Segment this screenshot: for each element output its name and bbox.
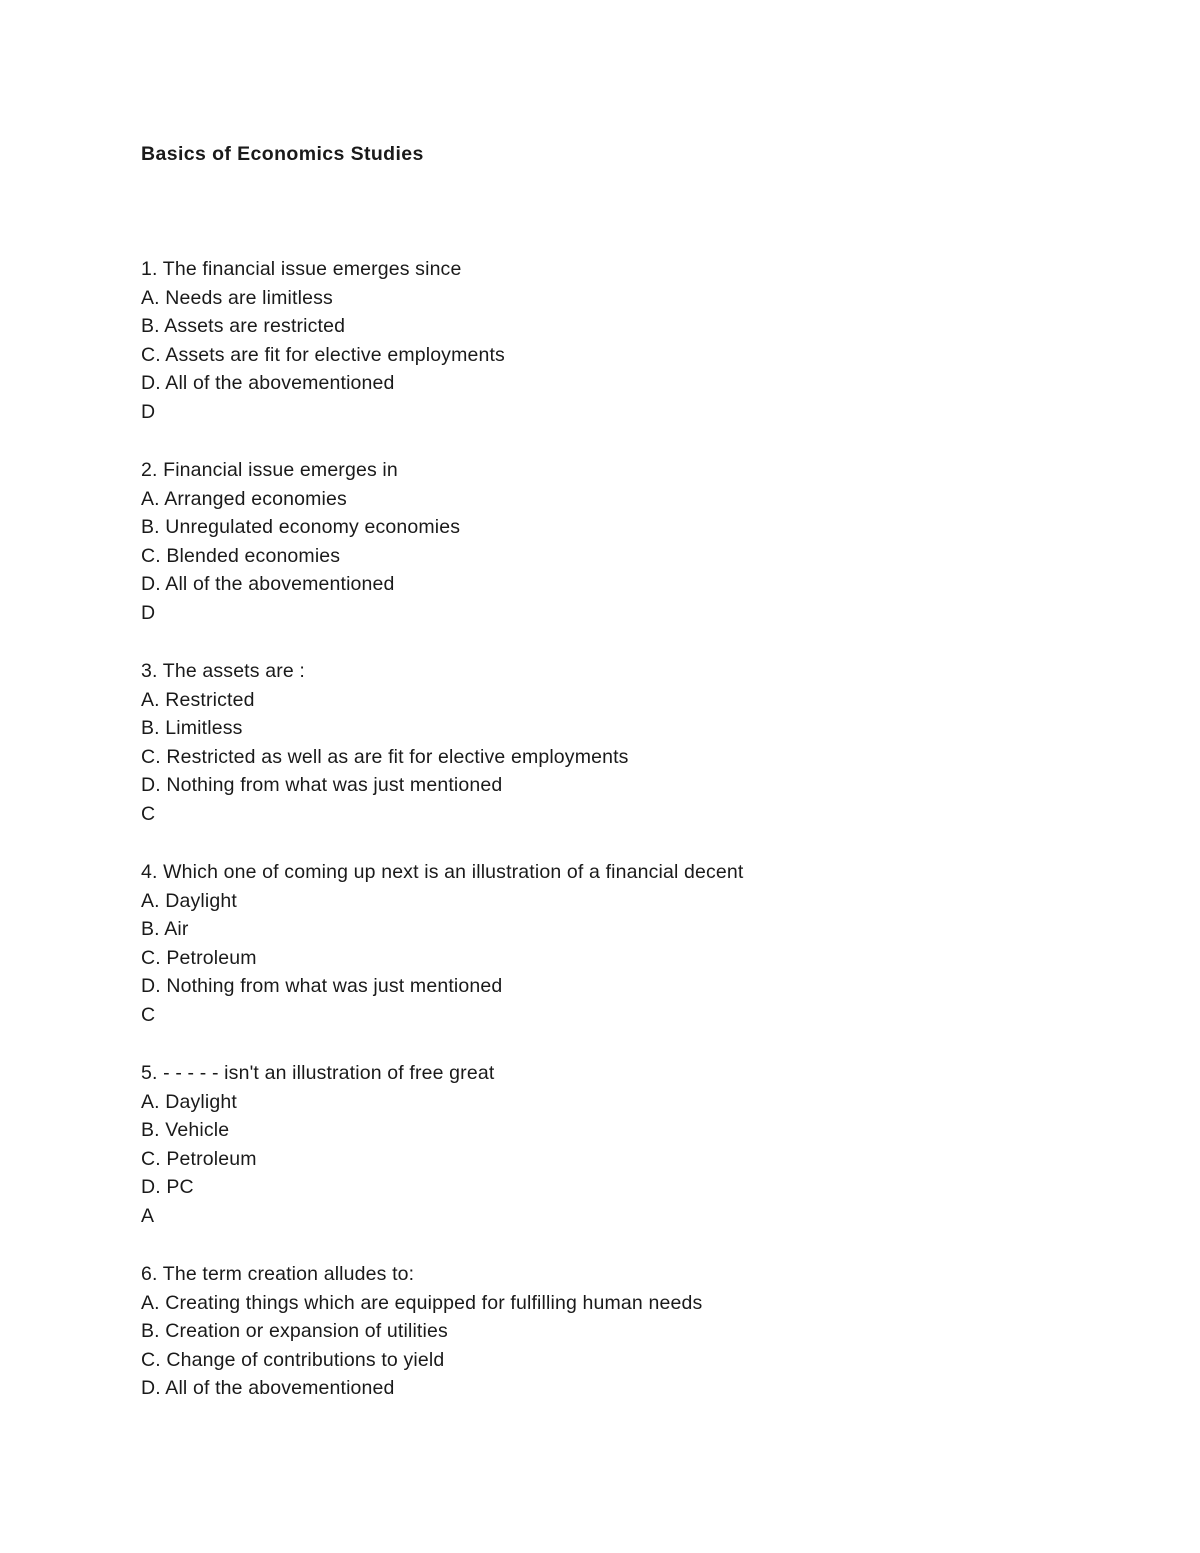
question-6 (141, 1260, 1141, 1403)
option-b: B. Unregulated economy economies (141, 516, 461, 538)
option-a: A. Creating things which are equipped for fulfilling human needs (141, 1291, 703, 1314)
option-d: D. All of the abovementioned (141, 372, 395, 394)
question-prompt: 3. The assets are : (141, 660, 305, 682)
question-list (141, 255, 1141, 1433)
option-b: B. Limitless (141, 717, 243, 739)
option-d: D. Nothing from what was just mentioned (141, 774, 503, 796)
option-c: C. Assets are fit for elective employments (141, 343, 505, 366)
document-title: Basics of Economics Studies (141, 143, 424, 165)
option-d: D. PC (141, 1176, 194, 1198)
question-3 (141, 657, 1141, 828)
option-c: C. Petroleum (141, 1147, 257, 1170)
option-c: C. Petroleum (141, 946, 257, 969)
option-d: D. Nothing from what was just mentioned (141, 975, 503, 997)
question-1 (141, 255, 1141, 426)
question-prompt: 4. Which one of coming up next is an illustration of a financial decent (141, 861, 744, 883)
answer-key: D (141, 400, 156, 423)
option-a: A. Needs are limitless (141, 286, 333, 309)
question-prompt: 1. The financial issue emerges since (141, 258, 462, 280)
question-prompt: 6. The term creation alludes to: (141, 1263, 415, 1285)
question-prompt: 5. - - - - - isn't an illustration of free great (141, 1062, 495, 1084)
question-4 (141, 858, 1141, 1029)
question-prompt: 2. Financial issue emerges in (141, 459, 398, 481)
answer-key: D (141, 601, 156, 624)
option-a: A. Restricted (141, 688, 255, 711)
option-d: D. All of the abovementioned (141, 1377, 395, 1399)
option-a: A. Daylight (141, 1090, 237, 1113)
option-b: B. Vehicle (141, 1119, 230, 1141)
option-b: B. Creation or expansion of utilities (141, 1320, 448, 1342)
option-b: B. Air (141, 918, 189, 940)
question-2 (141, 456, 1141, 627)
option-c: C. Restricted as well as are fit for elective employments (141, 745, 629, 768)
option-a: A. Daylight (141, 889, 237, 912)
option-c: C. Change of contributions to yield (141, 1348, 445, 1371)
option-b: B. Assets are restricted (141, 315, 346, 337)
option-a: A. Arranged economies (141, 487, 347, 510)
option-c: C. Blended economies (141, 544, 341, 567)
question-5 (141, 1059, 1141, 1230)
answer-key: A (141, 1204, 155, 1227)
option-d: D. All of the abovementioned (141, 573, 395, 595)
answer-key: C (141, 802, 156, 825)
answer-key: C (141, 1003, 156, 1026)
